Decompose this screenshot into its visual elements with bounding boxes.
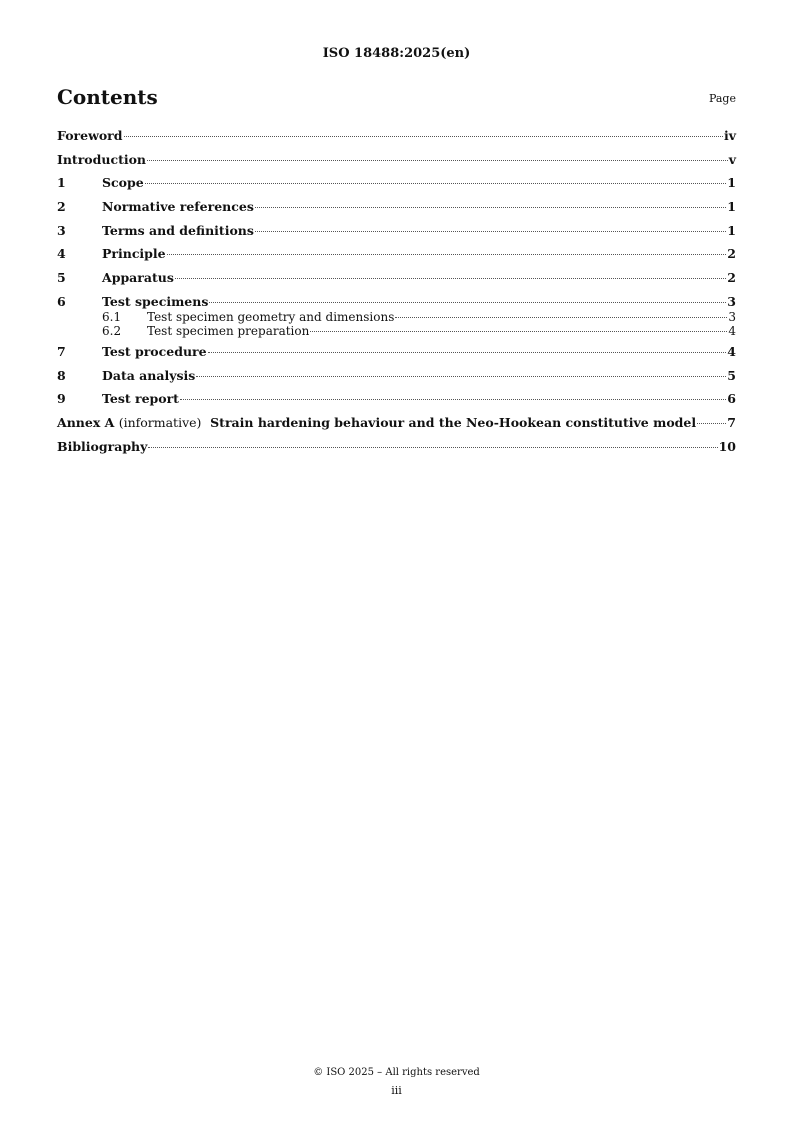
toc-entry-test-specimens[interactable] — [57, 294, 736, 310]
toc-entry-test-procedure[interactable] — [57, 344, 736, 360]
toc-entry-number: 6.1 — [102, 309, 122, 324]
toc-entry-number: 8 — [57, 367, 66, 383]
dot-leader — [145, 183, 727, 184]
dot-leader — [395, 317, 727, 318]
toc-entry-title: Test procedure — [102, 343, 207, 359]
toc-entry-number: 6.2 — [102, 323, 122, 338]
toc-entry-title: Test report — [102, 391, 179, 407]
toc-entry-page: 3 — [728, 309, 736, 324]
toc-entry-title: Introduction — [57, 151, 147, 167]
dot-leader — [255, 231, 726, 232]
toc-entry-page: 4 — [728, 323, 736, 338]
page-number: iii — [391, 1084, 402, 1097]
document-id-header: ISO 18488:2025(en) — [322, 46, 471, 61]
toc-entry-title: Terms and definitions — [102, 222, 254, 238]
toc-entry-title: Principle — [102, 246, 166, 262]
dot-leader — [175, 278, 726, 279]
toc-entry-page: iv — [723, 128, 736, 143]
dot-leader — [697, 423, 726, 424]
toc-entry-page: 3 — [727, 293, 736, 309]
toc-entry-number: 4 — [57, 246, 66, 262]
toc-entry-page: 7 — [727, 414, 736, 430]
dot-leader — [124, 136, 723, 137]
toc-entry-number: 6 — [57, 293, 66, 309]
toc-entry-scope[interactable] — [57, 175, 736, 191]
toc-entry-page: 6 — [727, 391, 736, 407]
toc-entry-apparatus[interactable] — [57, 270, 736, 286]
dot-leader — [180, 399, 726, 400]
toc-entry-number: 3 — [57, 222, 66, 238]
toc-entry-title — [57, 415, 696, 431]
dot-leader — [147, 160, 728, 161]
dot-leader — [148, 447, 717, 448]
toc-entry-page: 5 — [727, 367, 736, 383]
toc-entry-annex-a[interactable] — [57, 415, 736, 431]
dot-leader — [310, 331, 727, 332]
table-of-contents — [57, 128, 736, 455]
page-column-label: Page — [708, 92, 736, 105]
toc-entry-number: 5 — [57, 270, 66, 286]
toc-entry-title: Bibliography — [57, 438, 148, 454]
toc-entry-number: 1 — [57, 175, 66, 191]
toc-entry-number: 7 — [57, 343, 66, 359]
toc-entry-number: 2 — [57, 199, 66, 215]
toc-entry-page: 1 — [727, 199, 736, 215]
dot-leader — [208, 352, 727, 353]
toc-entry-normative-references[interactable] — [57, 199, 736, 215]
toc-entry-title: Foreword — [57, 128, 123, 143]
toc-entry-data-analysis[interactable] — [57, 368, 736, 384]
copyright-notice: © ISO 2025 – All rights reserved — [313, 1067, 480, 1078]
toc-entry-introduction[interactable] — [57, 152, 736, 168]
toc-subentry-specimen-preparation[interactable] — [57, 324, 736, 338]
dot-leader — [196, 376, 726, 377]
toc-entry-title: Test specimens — [102, 293, 209, 309]
toc-entry-page: 1 — [727, 222, 736, 238]
toc-entry-principle[interactable] — [57, 246, 736, 262]
annex-qualifier: (informative) — [118, 414, 202, 430]
dot-leader — [167, 254, 727, 255]
page-title: Contents — [57, 85, 158, 109]
annex-label: Annex A — [57, 414, 115, 430]
toc-entry-page: 1 — [727, 175, 736, 191]
toc-entry-title: Test specimen geometry and dimensions — [147, 309, 395, 324]
toc-entry-bibliography[interactable] — [57, 439, 736, 455]
toc-entry-test-report[interactable] — [57, 391, 736, 407]
toc-entry-foreword[interactable] — [57, 128, 736, 144]
toc-entry-title: Scope — [102, 175, 144, 191]
toc-entry-title: Data analysis — [102, 367, 196, 383]
toc-entry-page: 4 — [727, 343, 736, 359]
toc-entry-number: 9 — [57, 391, 66, 407]
dot-leader — [209, 302, 726, 303]
annex-title: Strain hardening behaviour and the Neo-Hookean constitutive model — [210, 414, 697, 430]
toc-entry-terms-and-definitions[interactable] — [57, 223, 736, 239]
dot-leader — [255, 207, 726, 208]
toc-entry-page: 2 — [727, 270, 736, 286]
toc-entry-title: Normative references — [102, 199, 254, 215]
toc-entry-page: 2 — [727, 246, 736, 262]
toc-subentry-specimen-geometry[interactable] — [57, 310, 736, 324]
toc-entry-page: v — [728, 151, 736, 167]
toc-entry-page: 10 — [718, 438, 736, 454]
toc-entry-title: Apparatus — [102, 270, 174, 286]
toc-entry-title: Test specimen preparation — [147, 323, 310, 338]
